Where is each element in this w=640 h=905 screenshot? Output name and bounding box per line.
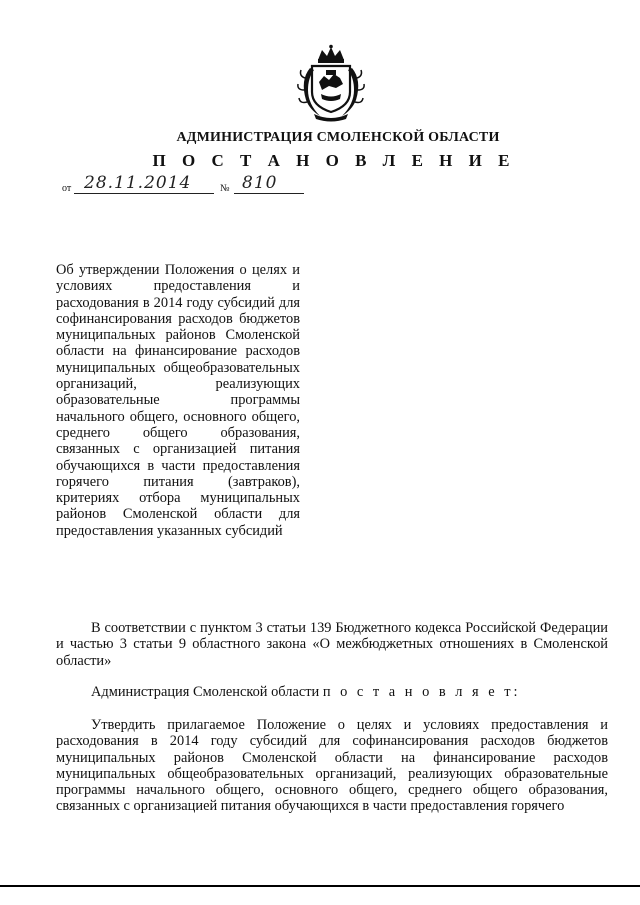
- page-bottom-rule: [0, 885, 640, 887]
- preamble-paragraph: В соответствии с пунктом 3 статьи 139 Бюджетного кодекса Российской Федерации и частью 3 статьи 9 областного закона «О межбюджетных отношениях в Смоленской области»: [56, 620, 608, 669]
- date-number-line: [62, 172, 322, 198]
- number-prefix: №: [220, 183, 230, 194]
- resolution-paragraph: Утвердить прилагаемое Положение о целях и условиях предоставления и расходования в 2014 году субсидий для софинансирования расходов бюджетов муниципальных районов Смоленской области на финансирование расходов муниципальных общеобразовательных организаций, реализующих образовательные программы начального общего, основного общего, среднего общего образования, связанных с организацией питания обучающихся в части предоставления горячего: [56, 717, 608, 815]
- coat-of-arms-emblem: [296, 44, 366, 122]
- date-prefix: от: [62, 183, 72, 194]
- issuing-authority: АДМИНИСТРАЦИЯ СМОЛЕНСКОЙ ОБЛАСТИ: [176, 130, 500, 145]
- document-subject: Об утверждении Положения о целях и условиях предоставления и расходования в 2014 году субсидий для софинансирования расходов бюджетов муниципальных районов Смоленской области на финансирование расходов муниципальных общеобразовательных организаций, реализующих образовательные программы начального общего, основного общего, среднего общего образования, связанных с организацией питания обучающихся в части предоставления горячего питания (завтраков), критериях отбора муниципальных районов Смоленской области для предоставления указанных субсидий: [56, 262, 300, 539]
- decree-verb: п о с т а н о в л я е т:: [322, 684, 521, 700]
- decree-paragraph: [56, 684, 608, 700]
- handwritten-number: 810: [242, 173, 278, 193]
- coat-of-arms-icon: [296, 44, 366, 122]
- handwritten-date: 28.11.2014: [84, 173, 192, 193]
- decree-subject: Администрация Смоленской области: [91, 684, 320, 700]
- document-type-title: П О С Т А Н О В Л Е Н И Е: [152, 151, 516, 170]
